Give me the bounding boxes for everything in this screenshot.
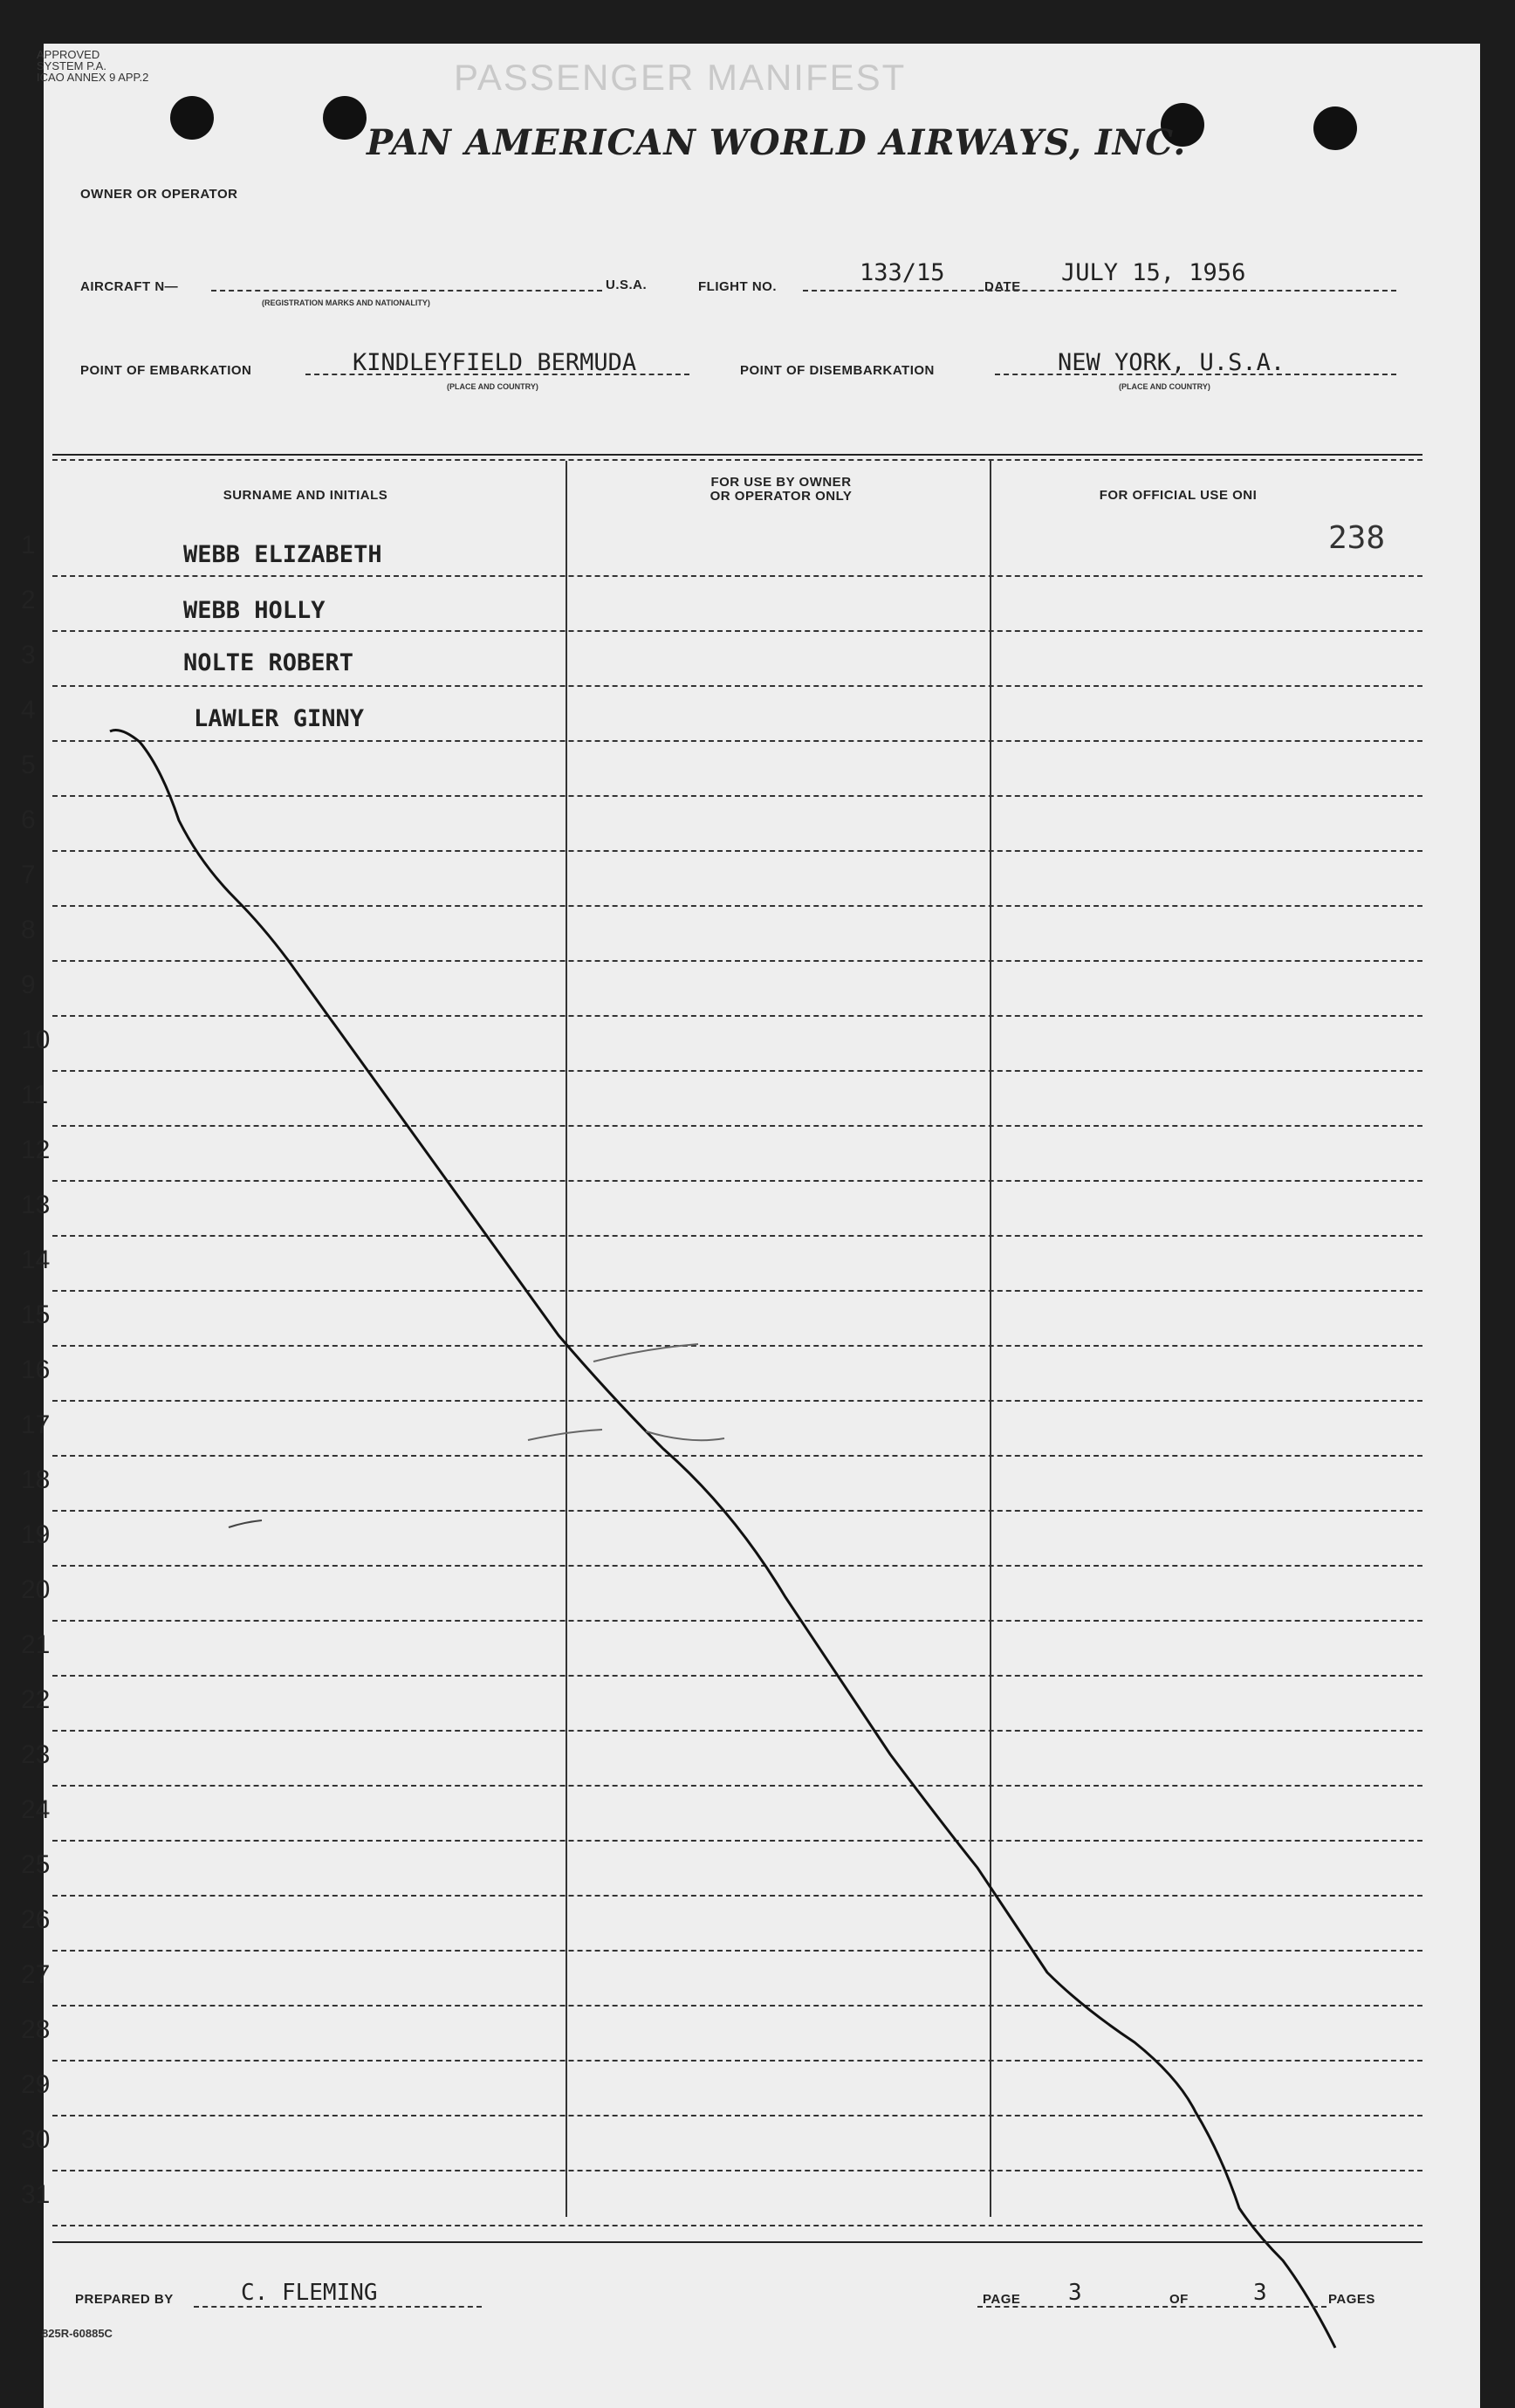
surname-column-header: SURNAME AND INITIALS	[223, 488, 388, 503]
row-rule	[52, 2115, 1422, 2116]
flight-line	[803, 290, 1396, 292]
row-rule	[52, 1400, 1422, 1402]
row-number: 2	[21, 586, 36, 614]
form-title: PASSENGER MANIFEST	[454, 57, 907, 98]
row-number: 30	[21, 2125, 51, 2154]
row-rule	[52, 2225, 1422, 2226]
page-line	[977, 2306, 1326, 2308]
row-rule	[52, 1345, 1422, 1347]
disembarkation-point: NEW YORK, U.S.A.	[1058, 349, 1285, 376]
page-label: PAGE	[983, 2292, 1021, 2307]
aircraft-label: AIRCRAFT N—	[80, 279, 179, 294]
prepared-by-line	[194, 2306, 482, 2308]
embarkation-sublabel: (PLACE AND COUNTRY)	[447, 382, 538, 391]
official-use-column-header: FOR OFFICIAL USE ONI	[1099, 488, 1258, 503]
row-rule	[52, 1785, 1422, 1787]
row-number: 29	[21, 2070, 51, 2099]
manifest-sheet	[44, 44, 1480, 2408]
owner-label: OWNER OR OPERATOR	[80, 187, 238, 202]
row-rule	[52, 1620, 1422, 1622]
row-rule	[52, 795, 1422, 797]
row-rule	[52, 1235, 1422, 1237]
row-rule	[52, 905, 1422, 907]
row-rule	[52, 1565, 1422, 1567]
row-rule	[52, 1950, 1422, 1952]
row-number: 31	[21, 2180, 51, 2209]
row-rule	[52, 1125, 1422, 1127]
row-number: 28	[21, 2015, 51, 2044]
row-rule	[52, 1510, 1422, 1512]
pages-label: PAGES	[1328, 2292, 1375, 2307]
row-rule	[52, 1180, 1422, 1182]
row-rule	[52, 1675, 1422, 1677]
row-number: 26	[21, 1905, 51, 1934]
row-number: 3	[21, 641, 36, 669]
row-rule	[52, 2005, 1422, 2007]
row-number: 8	[21, 916, 36, 944]
row-number: 10	[21, 1026, 51, 1054]
row-rule	[52, 575, 1422, 577]
flight-date: JULY 15, 1956	[1061, 259, 1246, 286]
approval-note: APPROVED SYSTEM P.A. ICAO ANNEX 9 APP.2	[37, 48, 149, 84]
usa-label: U.S.A.	[606, 278, 648, 292]
embarkation-line	[305, 374, 689, 375]
row-number: 6	[21, 806, 36, 834]
aircraft-sublabel: (REGISTRATION MARKS AND NATIONALITY)	[262, 298, 430, 307]
row-rule	[52, 1455, 1422, 1457]
row-number: 14	[21, 1245, 51, 1274]
row-rule	[52, 850, 1422, 852]
row-rule	[52, 685, 1422, 687]
column-divider	[566, 461, 567, 2217]
passenger-name: NOLTE ROBERT	[183, 649, 354, 676]
aircraft-line	[211, 290, 602, 292]
row-rule	[52, 2170, 1422, 2171]
disembarkation-line	[995, 374, 1396, 375]
row-number: 19	[21, 1520, 51, 1549]
punch-hole	[1313, 106, 1357, 150]
row-rule	[52, 630, 1422, 632]
row-rule	[52, 2060, 1422, 2062]
row-number: 27	[21, 1960, 51, 1989]
passenger-name: LAWLER GINNY	[194, 705, 365, 732]
table-top-rule	[52, 459, 1422, 461]
table-bottom-rule	[52, 2241, 1422, 2243]
page-number: 3	[1068, 2280, 1082, 2306]
row-number: 23	[21, 1740, 51, 1769]
row-rule	[52, 1290, 1422, 1292]
row-number: 24	[21, 1795, 51, 1824]
punch-hole	[323, 96, 367, 140]
row-number: 13	[21, 1190, 51, 1219]
row-number: 21	[21, 1630, 51, 1659]
row-number: 18	[21, 1465, 51, 1494]
of-label: OF	[1169, 2292, 1189, 2307]
row-number: 22	[21, 1685, 51, 1714]
passenger-name: WEBB HOLLY	[183, 597, 326, 624]
embarkation-label: POINT OF EMBARKATION	[80, 363, 252, 378]
disembarkation-sublabel: (PLACE AND COUNTRY)	[1119, 382, 1210, 391]
flight-number: 133/15	[860, 259, 945, 286]
row-number: 15	[21, 1300, 51, 1329]
row-number: 25	[21, 1850, 51, 1879]
page-total: 3	[1253, 2280, 1267, 2306]
margin-annotation: 238	[1328, 520, 1386, 556]
punch-hole	[170, 96, 214, 140]
row-rule	[52, 1895, 1422, 1897]
row-number: 20	[21, 1575, 51, 1604]
row-number: 5	[21, 751, 36, 779]
row-number: 17	[21, 1410, 51, 1439]
row-number: 1	[21, 531, 36, 559]
embarkation-point: KINDLEYFIELD BERMUDA	[353, 349, 637, 376]
row-number: 11	[21, 1081, 49, 1109]
row-rule	[52, 1840, 1422, 1842]
row-number: 9	[21, 971, 36, 999]
row-rule	[52, 960, 1422, 962]
passenger-name: WEBB ELIZABETH	[183, 541, 382, 568]
form-code: 825R-60885C	[42, 2327, 113, 2340]
operator-name: PAN AMERICAN WORLD AIRWAYS, INC.	[367, 122, 1187, 163]
owner-use-column-header: FOR USE BY OWNER OR OPERATOR ONLY	[710, 475, 853, 504]
disembarkation-label: POINT OF DISEMBARKATION	[740, 363, 935, 378]
row-rule	[52, 1730, 1422, 1732]
column-divider	[990, 461, 991, 2217]
prepared-by-label: PREPARED BY	[75, 2292, 174, 2307]
table-top-rule	[52, 454, 1422, 456]
row-rule	[52, 1070, 1422, 1072]
row-number: 4	[21, 696, 36, 724]
row-number: 16	[21, 1355, 51, 1384]
row-rule	[52, 1015, 1422, 1017]
row-number: 7	[21, 861, 36, 889]
row-rule	[52, 740, 1422, 742]
prepared-by-value: C. FLEMING	[241, 2280, 378, 2306]
row-number: 12	[21, 1135, 51, 1164]
date-label: DATE	[984, 279, 1021, 294]
flight-label: FLIGHT NO.	[698, 279, 777, 294]
